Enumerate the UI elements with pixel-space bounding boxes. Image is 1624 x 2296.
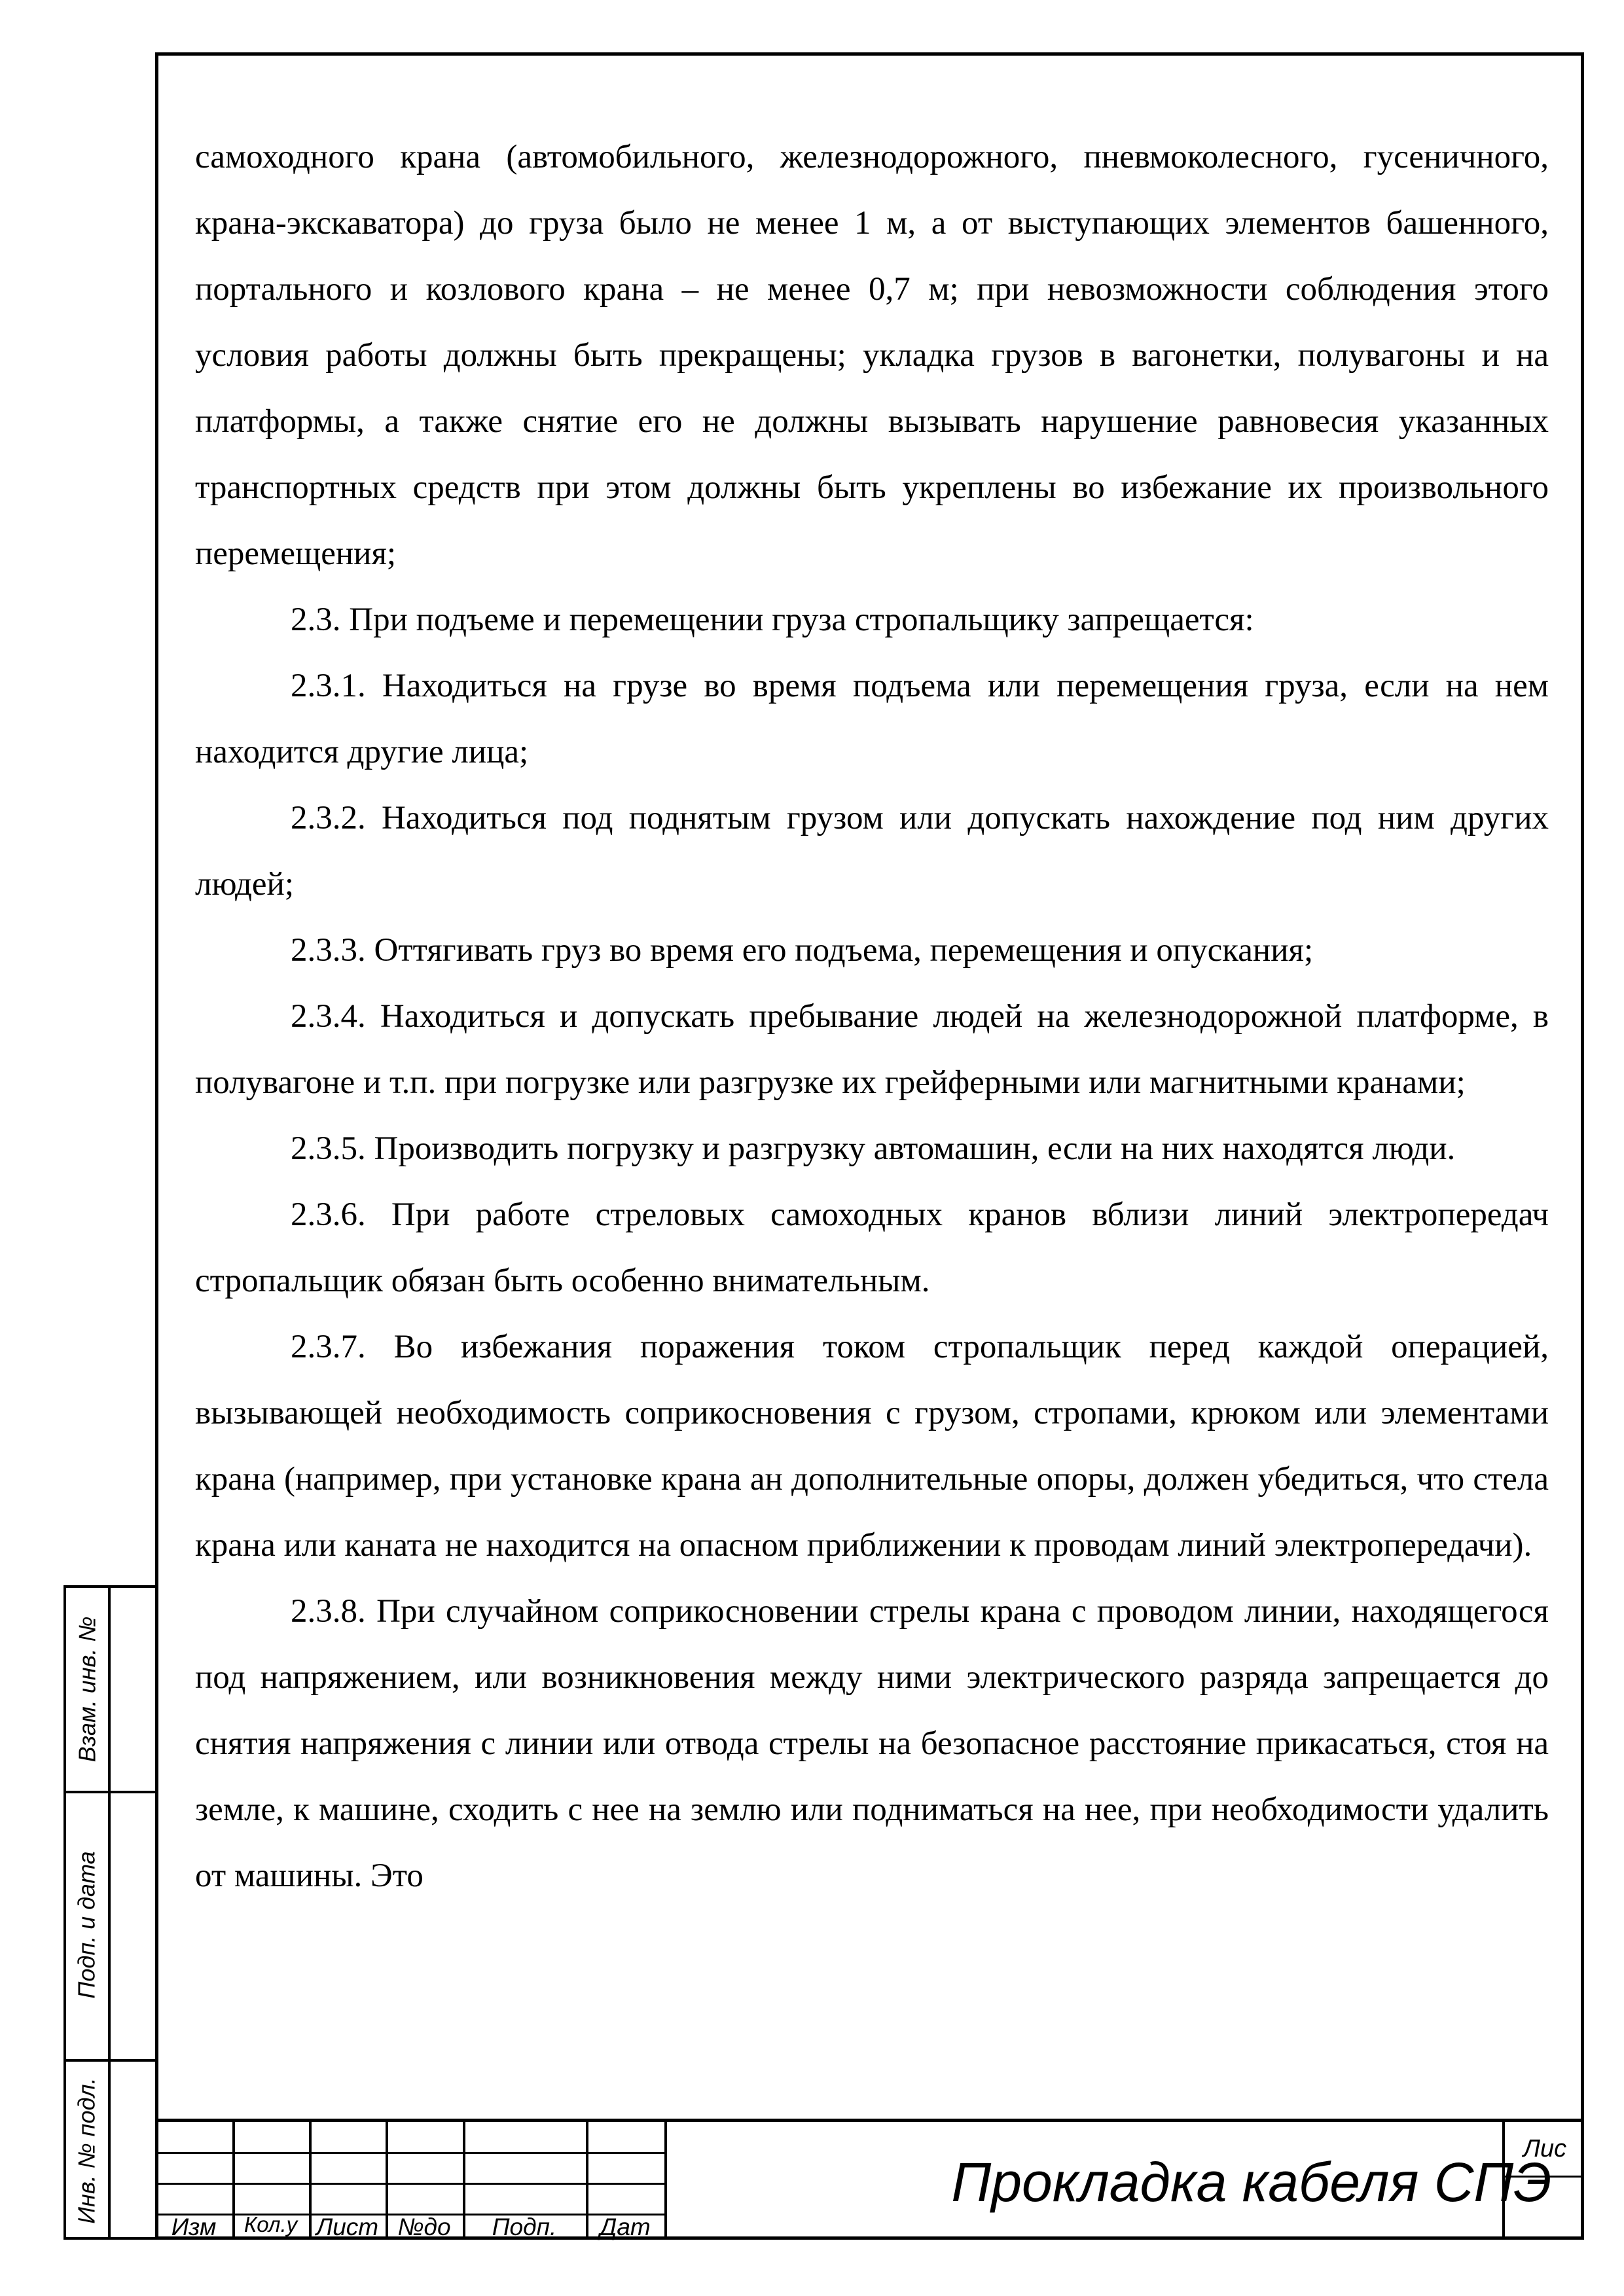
column-label-sheet: Лист	[316, 2214, 379, 2240]
title-block-line	[155, 2152, 664, 2154]
title-block	[155, 2119, 1584, 2240]
title-block-line	[664, 2122, 667, 2240]
paragraph: 2.3.7. Во избежания поражения током стропальщик перед каждой операцией, вызывающей необходимость соприкосновения с грузом, стропами, крюком или элементами крана (например, при установке крана ан дополнительные опоры, должен убедиться, что стела крана или каната не находится на опасном приближении к проводам линий электропередачи).	[195, 1329, 1549, 1564]
paragraph: 2.3.8. При случайном соприкосновении стрелы крана с проводом линии, находящегося под напряжением, или возникновения между ними электрического разряда запрещается до снятия напряжения с линии или отвода стрелы на безопасное расстояние прикасаться, стоя на земле, к машине, сходить с нее на землю или подниматься на нее, при необходимости удалить от машины. Это	[195, 1593, 1549, 1894]
paragraph: 2.3.2. Находиться под поднятым грузом или допускать нахождение под ним других людей;	[195, 800, 1549, 903]
title-block-line	[155, 2183, 664, 2185]
paragraph: 2.3.6. При работе стреловых самоходных кранов вблизи линий электропередач стропальщик обязан быть особенно внимательным.	[195, 1196, 1549, 1299]
column-label-signature: Подп.	[492, 2214, 557, 2240]
paragraph: 2.3.1. Находиться на грузе во время подъема или перемещения груза, если на нем находится другие лица;	[195, 668, 1549, 770]
column-label-date: Дат	[600, 2214, 651, 2240]
side-label-replacement-inv: Взам. инв. №	[73, 1616, 101, 1763]
sheet-label: Лис	[1523, 2135, 1567, 2162]
side-stamp-divider	[108, 1588, 111, 2237]
column-label-change: Изм	[171, 2214, 217, 2240]
side-label-original-inv: Инв. № подл.	[73, 2077, 101, 2224]
paragraph: 2.3.5. Производить погрузку и разгрузку автомашин, если на них находятся люди.	[291, 1130, 1456, 1167]
document-body	[195, 124, 1549, 1909]
side-label-signature-date: Подп. и дата	[73, 1851, 100, 1999]
paragraph: самоходного крана (автомобильного, железнодорожного, пневмоколесного, гусеничного, крана-экскаватора) до груза было не менее 1 м, а от выступающих элементов башенного, портального и козлового крана – не менее 0,7 м; при невозможности соблюдения этого условия работы должны быть прекращены; укладка грузов в вагонетки, полувагоны и на платформы, а также снятие его не должны вызывать нарушение равновесия указанных транспортных средств при этом должны быть укреплены во избежание их произвольного перемещения;	[195, 139, 1549, 572]
paragraph: 2.3. При подъеме и перемещении груза стропальщику запрещается:	[291, 601, 1254, 638]
side-stamp	[63, 1585, 155, 2240]
column-label-quantity: Кол.у	[244, 2212, 298, 2236]
paragraph: 2.3.4. Находиться и допускать пребывание людей на железнодорожной платформе, в полувагоне и т.п. при погрузке или разгрузке их грейферными или магнитными кранами;	[195, 998, 1549, 1101]
document-title: Прокладка кабеля СПЭ	[951, 2151, 1552, 2213]
paragraph: 2.3.3. Оттягивать груз во время его подъема, перемещения и опускания;	[291, 932, 1314, 969]
column-label-doc-number: №до	[397, 2214, 451, 2240]
